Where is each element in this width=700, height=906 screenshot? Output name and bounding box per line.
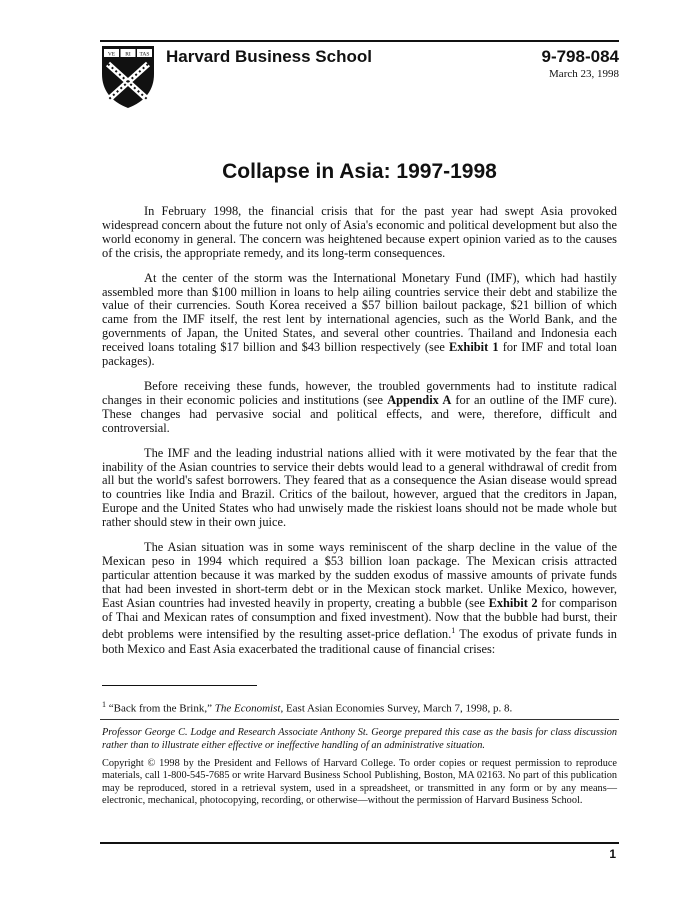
exhibit-reference: Exhibit 1 <box>448 340 499 355</box>
copyright-notice: Copyright © 1998 by the President and Fellows of Harvard College. To order copies or request permission to reproduce materials, call 1-800-545-7685 or write Harvard Business School Publishing, Boston, MA 02163. No part of this publication may be reproduced, stored in a retrieval system, used in a spreadsheet, or transmitted in any form or by any means—electronic, mechanical, photocopying, recording, or otherwise—without the permission of Harvard Business School. <box>102 758 617 807</box>
case-number: 9-798-084 <box>541 47 619 66</box>
footnote-text: “Back from the Brink,” <box>106 702 215 715</box>
footnote-text-end: , East Asian Economies Survey, March 7, 1998, p. 8. <box>280 702 513 715</box>
footnote <box>102 700 617 715</box>
footer-rule <box>100 842 619 844</box>
exhibit-reference: Appendix A <box>387 392 452 407</box>
paragraph-text: The IMF and the leading industrial nations allied with it were motivated by the fear that the inability of the Asian countries to service their debts would lead to a general withdrawal of credit from all but the world's safest borrowers. They feared that as a consequence the Asian disease would spread to countries like India and Brazil. Critics of the bailout, however, argued that the creditors in Japan, Europe and the United States who had unwisely made the riskiest loans should not be made whole but rather should stew in their own juice. <box>102 445 617 530</box>
paragraph-text: Before receiving these funds, however, the troubled governments had to institute radical changes in their economic policies and institutions (see <box>102 378 617 407</box>
paragraph-text: The Asian situation was in some ways reminiscent of the sharp decline in the value of the Mexican peso in 1994 which required a $53 billion loan package. The Mexican crisis attracted particular attention because it was marked by the sudden exodus of massive amounts of private funds that had been invested in short-term debt or in the Mexican stock market. Unlike Mexico, however, East Asian countries had invested heavily in property, creating a bubble (see <box>102 540 617 610</box>
paragraph-text: The exodus of private funds in both Mexico and East Asia exacerbated the traditional cause of financial crises: <box>102 627 617 656</box>
body-paragraph <box>102 272 617 369</box>
shield-book-text: TAS <box>139 51 150 58</box>
professor-note: Professor George C. Lodge and Research Associate Anthony St. George prepared this case as the basis for class discussion rather than to illustrate either effective or ineffective handling of an administrative situation. <box>102 727 617 751</box>
page-number: 1 <box>609 847 616 861</box>
shield-book-text: VE <box>107 51 116 58</box>
body-paragraph <box>102 541 617 656</box>
footnote-rule <box>102 685 257 686</box>
footnote-marker: 1 <box>102 700 106 709</box>
paragraph-text: for IMF and total loan packages). <box>102 340 617 369</box>
document-title: Collapse in Asia: 1997-1998 <box>222 160 497 183</box>
footnote-source: The Economist <box>214 702 281 715</box>
body-paragraph <box>102 380 617 436</box>
paragraph-text: In February 1998, the financial crisis that for the past year had swept Asia provoked widespread concern about the future not only of Asia's economic and political development but also the world economy in general. The concern was heightened because expert opinion varied as to the causes of the crisis, the appropriate remedy, and its long-term consequences. <box>102 204 617 260</box>
case-date: March 23, 1998 <box>549 68 619 80</box>
footnote-reference: 1 <box>451 626 456 636</box>
paragraph-text: for comparison of Thai and Mexican rates of consumption and fixed investment). Now that the bubble had burst, their debt problems were intensified by the resulting asset-price deflation. <box>102 595 618 642</box>
note-rule <box>100 719 619 720</box>
shield-book-text: RI <box>125 51 131 58</box>
body-paragraph <box>102 205 617 261</box>
document-body <box>102 205 617 667</box>
header-rule <box>100 40 619 42</box>
paragraph-text: At the center of the storm was the International Monetary Fund (IMF), which had hastily assembled more than $100 million in loans to help ailing countries service their debt and stabilize the value of their currencies. South Korea received a $57 billion bailout package, $21 billion of which came from the IMF itself, the rest lent by international agencies, such as the World Bank, and the governments of Japan, the United States, and several other countries. Thailand and Indonesia each received loans totaling $17 billion and $43 billion respectively (see <box>102 270 617 355</box>
harvard-shield-logo <box>100 44 156 110</box>
exhibit-reference: Exhibit 2 <box>488 595 538 610</box>
paragraph-text: for an outline of the IMF cure). These changes had pervasive social and political effects, and were, therefore, difficult and controversial. <box>102 392 618 435</box>
body-paragraph <box>102 447 617 530</box>
school-name: Harvard Business School <box>166 47 372 66</box>
